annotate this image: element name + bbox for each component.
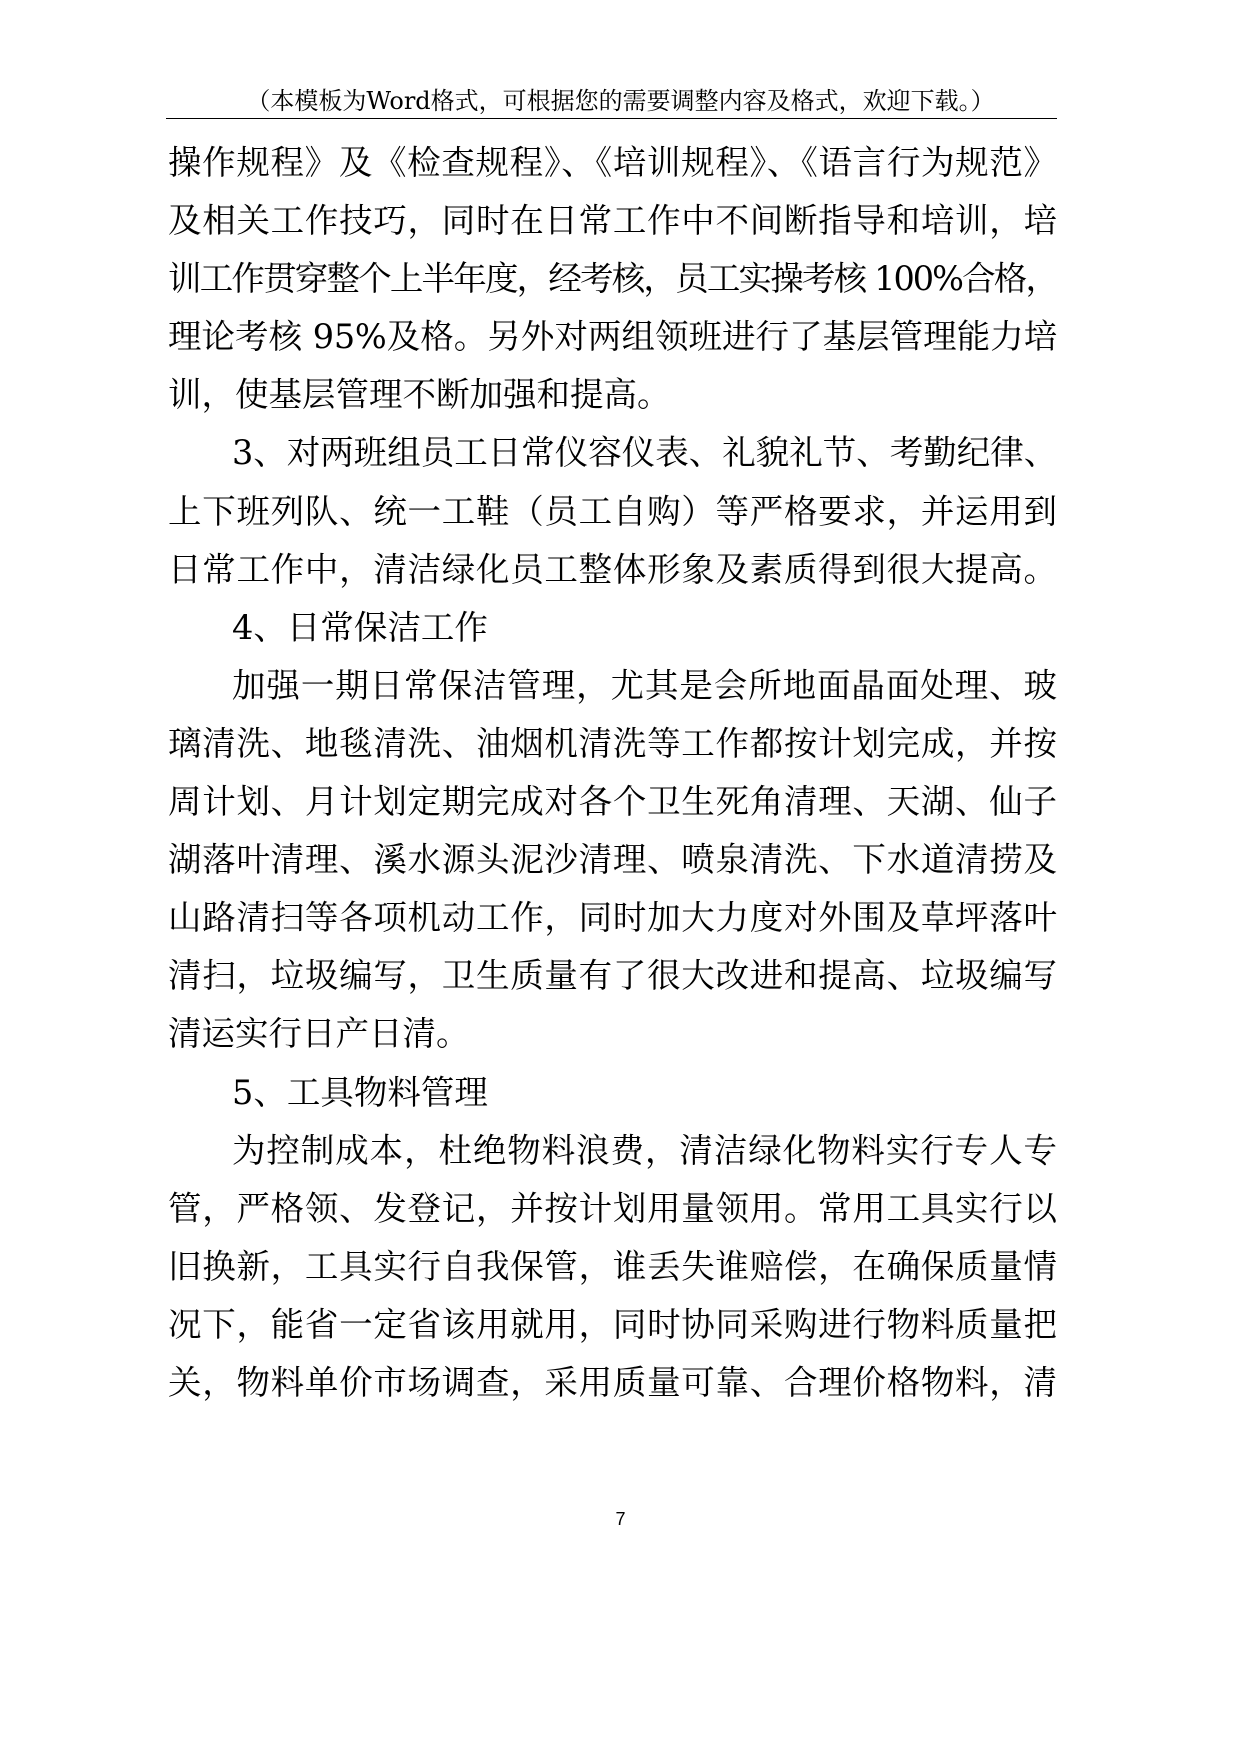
text-line: 及相关工作技巧，同时在日常工作中不间断指导和培训，培: [168, 201, 1057, 241]
paragraph-tools-materials: [168, 1122, 1057, 1412]
header-note: （本模板为Word格式，可根据您的需要调整内容及格式，欢迎下载。）: [246, 87, 995, 115]
text-line: 璃清洗、地毯清洗、油烟机清洗等工作都按计划完成，并按: [168, 723, 1057, 763]
text-line: 清运实行日产日清。: [168, 1014, 470, 1054]
header-rule: [166, 118, 1057, 119]
heading-item-4: [168, 599, 1057, 657]
text-line: 周计划、月计划定期完成对各个卫生死角清理、天湖、仙子: [168, 782, 1057, 822]
text-line: 况下，能省一定省该用就用，同时协同采购进行物料质量把: [168, 1304, 1057, 1344]
text-line: 关，物料单价市场调查，采用质量可靠、合理价格物料，清: [168, 1362, 1057, 1402]
text-line: 管，严格领、发登记，并按计划用量领用。常用工具实行以: [168, 1188, 1057, 1228]
text-line: 理论考核 95%及格。另外对两组领班进行了基层管理能力培: [168, 317, 1057, 357]
text-line: 3、对两班组员工日常仪容仪表、礼貌礼节、考勤纪律、: [232, 433, 1057, 473]
text-line: 5、工具物料管理: [232, 1072, 488, 1112]
body-text: [168, 134, 1057, 1412]
paragraph-item-3: [168, 424, 1057, 598]
heading-item-5: [168, 1064, 1057, 1122]
text-line: 加强一期日常保洁管理，尤其是会所地面晶面处理、玻: [232, 665, 1057, 705]
text-line: 为控制成本，杜绝物料浪费，清洁绿化物料实行专人专: [232, 1130, 1057, 1170]
text-line: 日常工作中，清洁绿化员工整体形象及素质得到很大提高。: [168, 549, 1057, 589]
text-line: 湖落叶清理、溪水源头泥沙清理、喷泉清洗、下水道清捞及: [168, 840, 1057, 880]
paragraph-continued: [168, 134, 1057, 424]
text-line: 旧换新，工具实行自我保管，谁丢失谁赔偿，在确保质量情: [168, 1246, 1057, 1286]
text-line: 上下班列队、统一工鞋（员工自购）等严格要求，并运用到: [168, 491, 1057, 531]
paragraph-daily-cleaning: [168, 657, 1057, 1064]
text-line: 训，使基层管理不断加强和提高。: [168, 375, 671, 415]
text-line: 训工作贯穿整个上半年度，经考核，员工实操考核 100%合格，: [168, 259, 1057, 299]
text-line: 山路清扫等各项机动工作，同时加大力度对外围及草坪落叶: [168, 898, 1057, 938]
text-line: 4、日常保洁工作: [232, 607, 488, 647]
text-line: 清扫，垃圾编写，卫生质量有了很大改进和提高、垃圾编写: [168, 956, 1057, 996]
text-line: 操作规程》及《检查规程》、《培训规程》、《语言行为规范》: [168, 143, 1057, 182]
page-number: 7: [615, 1509, 626, 1529]
